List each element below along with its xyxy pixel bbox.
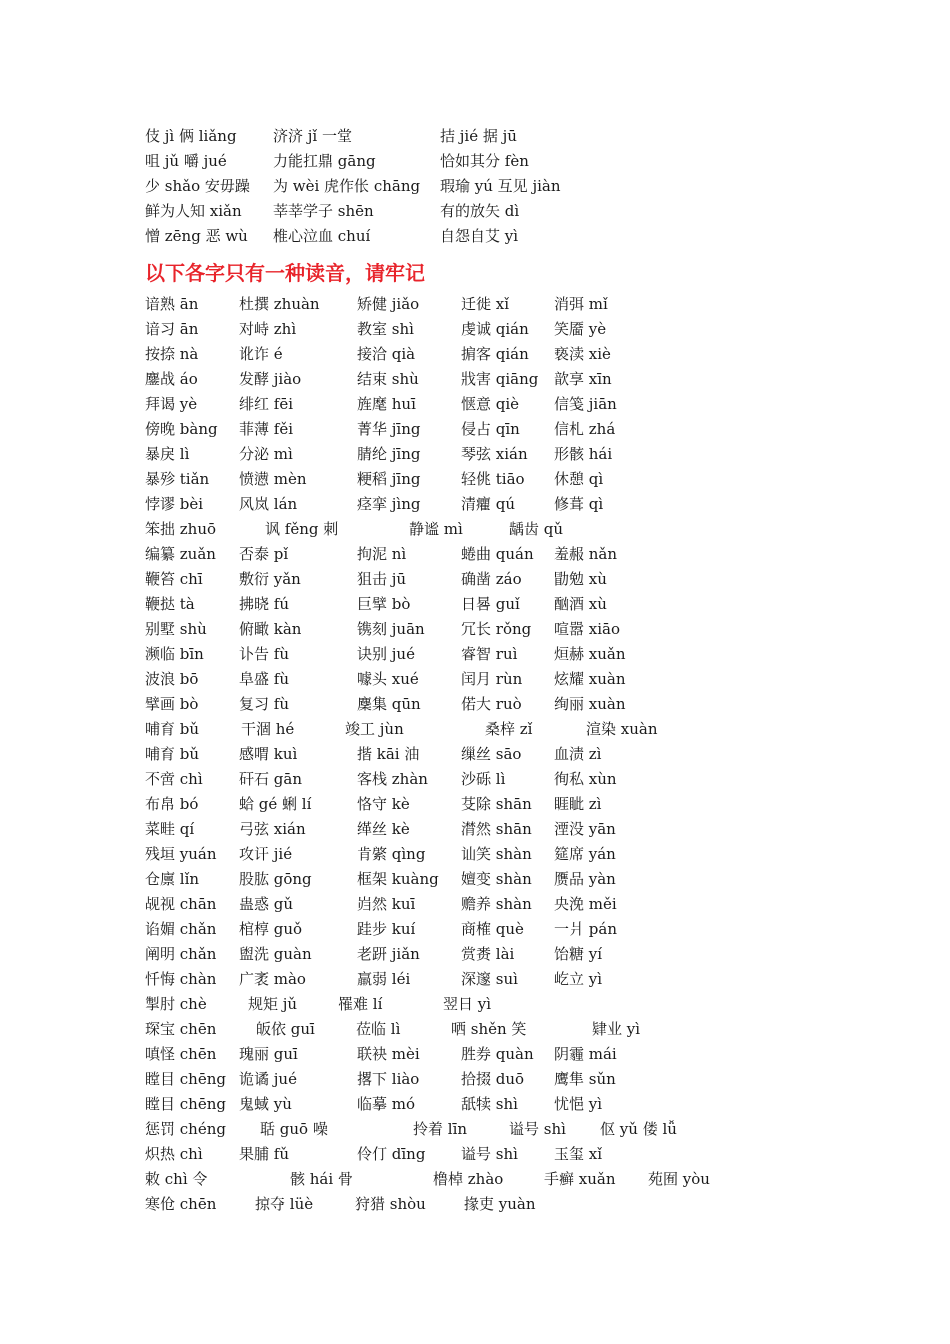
word-entry: 偌大 ruò [461, 695, 522, 713]
word-entry: 擘画 bò [145, 695, 199, 713]
word-entry: 虔诚 qián [461, 320, 529, 338]
word-row [145, 1117, 905, 1142]
word-entry: 轻佻 tiāo [461, 470, 525, 488]
word-entry: 跬步 kuí [357, 920, 416, 938]
word-entry: 休憩 qì [554, 470, 604, 488]
word-entry: 寒伧 chēn [145, 1195, 217, 1213]
word-entry: 迁徙 xǐ [461, 295, 510, 313]
word-entry: 盥洗 guàn [239, 945, 312, 963]
word-entry: 缫丝 sāo [461, 745, 522, 763]
word-entry: 鏖战 áo [145, 370, 198, 388]
word-row [145, 942, 905, 967]
word-entry: 弓弦 xián [239, 820, 306, 838]
word-entry: 胜券 quàn [461, 1045, 534, 1063]
word-row [145, 967, 905, 992]
word-entry: 粳稻 jīng [357, 470, 421, 488]
word-entry: 渲染 xuàn [586, 720, 658, 738]
word-row [145, 842, 905, 867]
word-row [145, 567, 905, 592]
word-row [145, 917, 905, 942]
word-entry: 仓廪 lǐn [145, 870, 200, 888]
word-entry: 肄业 yì [592, 1020, 641, 1038]
word-entry: 芟除 shān [461, 795, 532, 813]
word-entry: 徇私 xùn [554, 770, 617, 788]
word-entry: 阐明 chǎn [145, 945, 217, 963]
word-entry: 瞠目 chēng [145, 1095, 226, 1113]
word-entry: 感喟 kuì [239, 745, 298, 763]
intro-row [145, 199, 905, 224]
word-entry: 勖勉 xù [554, 570, 607, 588]
word-entry: 嗔怪 chēn [145, 1045, 217, 1063]
word-entry: 亵渎 xiè [554, 345, 611, 363]
word-entry: 谙熟 ān [145, 295, 199, 313]
word-entry: 谥号 shì [509, 1120, 566, 1138]
word-entry: 确凿 záo [461, 570, 522, 588]
word-entry: 日晷 guǐ [461, 595, 520, 613]
word-entry: 舐犊 shì [461, 1095, 518, 1113]
word-entry: 拾掇 duō [461, 1070, 525, 1088]
word-row [145, 817, 905, 842]
word-entry: 酗酒 xù [554, 595, 607, 613]
word-entry: 鹰隼 sǔn [554, 1070, 616, 1088]
word-entry: 敕 chì 令 [145, 1170, 208, 1188]
word-entry: 蛊惑 gǔ [239, 895, 294, 913]
word-entry: 按捺 nà [145, 345, 199, 363]
word-row [145, 317, 905, 342]
word-entry: 讪笑 shàn [461, 845, 532, 863]
word-entry: 谥号 shì [461, 1145, 518, 1163]
word-entry: 伛 yǔ 偻 lǚ [600, 1120, 677, 1138]
intro-entry: 鲜为人知 xiǎn [145, 202, 242, 220]
word-entry: 蜷曲 quán [461, 545, 534, 563]
word-entry: 布帛 bó [145, 795, 199, 813]
word-row [145, 742, 905, 767]
word-entry: 炽热 chì [145, 1145, 203, 1163]
word-entry: 商榷 què [461, 920, 524, 938]
word-entry: 框架 kuàng [357, 870, 439, 888]
word-entry: 沙砾 lì [461, 770, 506, 788]
word-entry: 风岚 lán [239, 495, 298, 513]
word-entry: 菁华 jīng [357, 420, 421, 438]
word-entry: 掠夺 lüè [255, 1195, 314, 1213]
word-entry: 不啻 chì [145, 770, 203, 788]
word-entry: 赝品 yàn [554, 870, 616, 888]
word-row [145, 1167, 905, 1192]
word-entry: 诀别 jué [357, 645, 415, 663]
word-entry: 讽 fěng 刺 [265, 520, 339, 538]
word-entry: 忧悒 yì [554, 1095, 603, 1113]
word-entry: 绚丽 xuàn [554, 695, 626, 713]
document-page [145, 124, 905, 1217]
word-entry: 瞠目 chēng [145, 1070, 226, 1088]
word-entry: 干涸 hé [241, 720, 295, 738]
intro-row [145, 149, 905, 174]
word-entry: 规矩 jǔ [248, 995, 298, 1013]
word-row [145, 1017, 905, 1042]
word-row [145, 1067, 905, 1092]
word-row [145, 392, 905, 417]
intro-entry: 少 shǎo 安毋躁 [145, 177, 250, 195]
word-entry: 暴戾 lì [145, 445, 190, 463]
word-entry: 讹诈 é [239, 345, 283, 363]
word-entry: 棺椁 guǒ [239, 920, 303, 938]
intro-entry: 恰如其分 fèn [440, 152, 529, 170]
word-entry: 暴殄 tiǎn [145, 470, 210, 488]
word-entry: 老趼 jiǎn [357, 945, 420, 963]
word-entry: 肯綮 qìng [357, 845, 426, 863]
word-entry: 聒 guō 噪 [260, 1120, 328, 1138]
word-entry: 绯红 fēi [239, 395, 293, 413]
word-row [145, 492, 905, 517]
word-entry: 潸然 shān [461, 820, 532, 838]
word-row [145, 592, 905, 617]
word-entry: 睿智 ruì [461, 645, 518, 663]
word-entry: 狩猎 shòu [355, 1195, 426, 1213]
word-entry: 矫健 jiǎo [357, 295, 420, 313]
intro-entry: 济济 jǐ 一堂 [273, 127, 352, 145]
word-row [145, 442, 905, 467]
word-entry: 狙击 jū [357, 570, 407, 588]
word-entry: 笨拙 zhuō [145, 520, 217, 538]
word-row [145, 992, 905, 1017]
word-entry: 屹立 yì [554, 970, 603, 988]
word-entry: 觇视 chān [145, 895, 217, 913]
word-entry: 鞭挞 tà [145, 595, 195, 613]
intro-entry: 椎心泣血 chuí [273, 227, 371, 245]
word-entry: 拂晓 fú [239, 595, 289, 613]
word-entry: 一爿 pán [554, 920, 617, 938]
word-row [145, 692, 905, 717]
word-entry: 悖谬 bèi [145, 495, 204, 513]
word-entry: 拘泥 nì [357, 545, 407, 563]
word-entry: 侵占 qīn [461, 420, 520, 438]
word-row [145, 517, 905, 542]
word-entry: 忏悔 chàn [145, 970, 217, 988]
word-row [145, 642, 905, 667]
word-entry: 缂丝 kè [357, 820, 410, 838]
word-entry: 琛宝 chēn [145, 1020, 217, 1038]
word-entry: 骸 hái 骨 [290, 1170, 353, 1188]
word-entry: 血渍 zì [554, 745, 602, 763]
intro-entry: 有的放矢 dì [440, 202, 520, 220]
word-row [145, 892, 905, 917]
word-entry: 湮没 yān [554, 820, 616, 838]
word-entry: 掣肘 chè [145, 995, 207, 1013]
word-entry: 静谧 mì [409, 520, 463, 538]
intro-entry: 伎 jì 俩 liǎng [145, 127, 237, 145]
word-entry: 痉挛 jìng [357, 495, 421, 513]
word-entry: 复习 fù [239, 695, 289, 713]
word-row [145, 292, 905, 317]
word-entry: 临摹 mó [357, 1095, 416, 1113]
word-entry: 惩罚 chéng [145, 1120, 226, 1138]
word-entry: 愤懑 mèn [239, 470, 307, 488]
word-entry: 赏赉 lài [461, 945, 515, 963]
word-entry: 烜赫 xuǎn [554, 645, 626, 663]
word-row [145, 1142, 905, 1167]
word-entry: 菲薄 fěi [239, 420, 293, 438]
word-entry: 噱头 xué [357, 670, 419, 688]
word-row [145, 767, 905, 792]
word-entry: 消弭 mǐ [554, 295, 608, 313]
intro-entry: 拮 jié 据 jū [440, 127, 517, 145]
word-entry: 揩 kāi 油 [357, 745, 420, 763]
word-entry: 阜盛 fù [239, 670, 289, 688]
word-entry: 客栈 zhàn [357, 770, 428, 788]
word-entry: 桑梓 zǐ [485, 720, 533, 738]
word-row [145, 792, 905, 817]
word-entry: 皈依 guī [256, 1020, 315, 1038]
word-entry: 巨擘 bò [357, 595, 411, 613]
word-entry: 对峙 zhì [239, 320, 297, 338]
word-entry: 伶仃 dīng [357, 1145, 426, 1163]
intro-entry: 憎 zēng 恶 wù [145, 227, 248, 245]
word-row [145, 342, 905, 367]
word-entry: 信札 zhá [554, 420, 616, 438]
word-entry: 果脯 fǔ [239, 1145, 289, 1163]
word-row [145, 1042, 905, 1067]
word-entry: 龋齿 qǔ [509, 520, 564, 538]
intro-row [145, 174, 905, 199]
word-entry: 腈纶 jīng [357, 445, 421, 463]
word-entry: 修葺 qì [554, 495, 604, 513]
word-entry: 橹棹 zhào [433, 1170, 504, 1188]
word-entry: 莅临 lì [356, 1020, 401, 1038]
word-row [145, 1192, 905, 1217]
word-entry: 撂下 liào [357, 1070, 420, 1088]
word-row [145, 467, 905, 492]
word-entry: 俯瞰 kàn [239, 620, 302, 638]
intro-entry: 莘莘学子 shēn [273, 202, 374, 220]
word-entry: 股肱 gōng [239, 870, 312, 888]
word-entry: 羸弱 léi [357, 970, 411, 988]
word-entry: 谙习 ān [145, 320, 199, 338]
word-row [145, 617, 905, 642]
word-entry: 掮客 qián [461, 345, 529, 363]
word-entry: 傍晚 bàng [145, 420, 218, 438]
word-entry: 濒临 bīn [145, 645, 204, 663]
word-entry: 信笺 jiān [554, 395, 617, 413]
word-entry: 菜畦 qí [145, 820, 195, 838]
word-entry: 歆享 xīn [554, 370, 612, 388]
word-entry: 波浪 bō [145, 670, 199, 688]
word-entry: 谄媚 chǎn [145, 920, 217, 938]
word-entry: 诡谲 jué [239, 1070, 297, 1088]
word-entry: 拎着 līn [413, 1120, 468, 1138]
word-entry: 睚眦 zì [554, 795, 602, 813]
word-entry: 鬼蜮 yù [239, 1095, 292, 1113]
intro-entry: 自怨自艾 yì [440, 227, 519, 245]
intro-row [145, 124, 905, 149]
word-entry: 阴霾 mái [554, 1045, 617, 1063]
word-entry: 发酵 jiào [239, 370, 302, 388]
word-row [145, 1092, 905, 1117]
word-row [145, 667, 905, 692]
word-entry: 竣工 jùn [345, 720, 404, 738]
word-entry: 联袂 mèi [357, 1045, 420, 1063]
word-entry: 清癯 qú [461, 495, 516, 513]
intro-entry: 力能扛鼎 gāng [273, 152, 376, 170]
word-entry: 结束 shù [357, 370, 419, 388]
word-row [145, 867, 905, 892]
intro-entry: 咀 jǔ 嚼 jué [145, 152, 227, 170]
word-entry: 喧嚣 xiāo [554, 620, 620, 638]
word-entry: 编纂 zuǎn [145, 545, 216, 563]
word-entry: 拜谒 yè [145, 395, 198, 413]
word-entry: 瑰丽 guī [239, 1045, 298, 1063]
word-entry: 羞赧 nǎn [554, 545, 618, 563]
intro-row [145, 224, 905, 249]
word-entry: 饴糖 yí [554, 945, 603, 963]
word-entry: 鞭笞 chī [145, 570, 203, 588]
word-entry: 别墅 shù [145, 620, 207, 638]
word-entry: 接洽 qià [357, 345, 416, 363]
word-entry: 手癣 xuǎn [544, 1170, 616, 1188]
word-entry: 敷衍 yǎn [239, 570, 301, 588]
word-entry: 筵席 yán [554, 845, 616, 863]
word-entry: 笑靥 yè [554, 320, 607, 338]
word-entry: 哺育 bǔ [145, 720, 200, 738]
word-entry: 琴弦 xián [461, 445, 528, 463]
word-entry: 分泌 mì [239, 445, 293, 463]
word-entry: 广袤 mào [239, 970, 306, 988]
word-entry: 恪守 kè [357, 795, 410, 813]
word-entry: 嬗变 shàn [461, 870, 532, 888]
section-heading: 以下各字只有一种读音，请牢记 [145, 261, 425, 285]
word-entry: 罹难 lí [338, 995, 383, 1013]
word-row [145, 417, 905, 442]
word-entry: 哺育 bǔ [145, 745, 200, 763]
word-entry: 央浼 měi [554, 895, 617, 913]
pronunciation-word-list [145, 292, 905, 1217]
word-entry: 攻讦 jié [239, 845, 293, 863]
word-entry: 深邃 suì [461, 970, 518, 988]
word-entry: 镌刻 juān [357, 620, 425, 638]
word-entry: 戕害 qiāng [461, 370, 539, 388]
word-entry: 矸石 gān [239, 770, 302, 788]
word-entry: 蛤 gé 蜊 lí [239, 795, 312, 813]
word-entry: 杜撰 zhuàn [239, 295, 320, 313]
word-entry: 掾吏 yuàn [464, 1195, 536, 1213]
word-entry: 苑囿 yòu [648, 1170, 710, 1188]
word-entry: 否泰 pǐ [239, 545, 289, 563]
word-entry: 麇集 qūn [357, 695, 421, 713]
intro-entry: 瑕瑜 yú 互见 jiàn [440, 177, 561, 195]
word-entry: 闰月 rùn [461, 670, 523, 688]
word-row [145, 542, 905, 567]
intro-entry: 为 wèi 虎作伥 chāng [273, 177, 421, 195]
intro-word-list [145, 124, 905, 249]
word-entry: 哂 shěn 笑 [451, 1020, 527, 1038]
word-entry: 玉玺 xǐ [554, 1145, 603, 1163]
word-entry: 翌日 yì [443, 995, 492, 1013]
word-entry: 旌麾 huī [357, 395, 416, 413]
word-entry: 岿然 kuī [357, 895, 416, 913]
word-row [145, 367, 905, 392]
word-row [145, 717, 905, 742]
word-entry: 教室 shì [357, 320, 414, 338]
word-entry: 炫耀 xuàn [554, 670, 626, 688]
word-entry: 讣告 fù [239, 645, 289, 663]
word-entry: 形骸 hái [554, 445, 613, 463]
word-entry: 惬意 qiè [461, 395, 520, 413]
word-entry: 残垣 yuán [145, 845, 217, 863]
word-entry: 赡养 shàn [461, 895, 532, 913]
word-entry: 冗长 rǒng [461, 620, 532, 638]
